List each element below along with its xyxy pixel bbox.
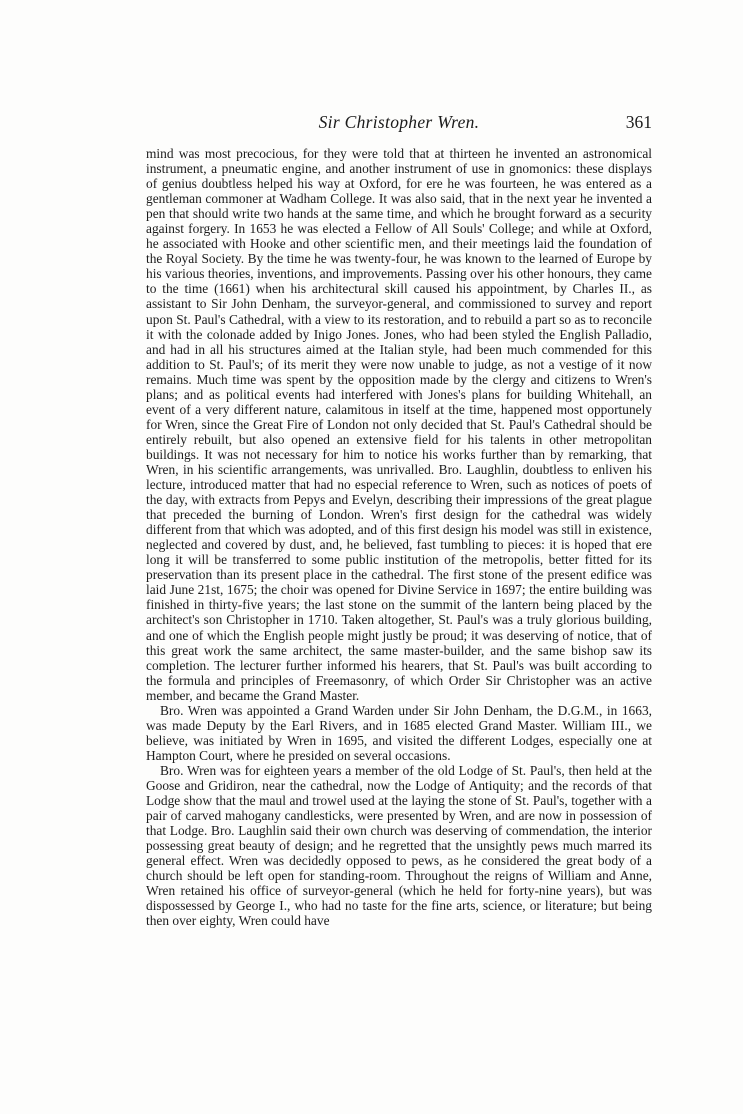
- paragraph-1: mind was most precocious, for they were told that at thirteen he invented an astronomical instrument, a pneumatic engine, and another instrument of use in gnomonics: these displays of genius doubtless helped his way at Oxford, for ere he was fourteen, he was entered as a gentleman commoner at Wadham College. It was also said, that in the next year he invented a pen that should write two hands at the same time, and which he brought forward as a security against forgery. In 1653 he was elected a Fellow of All Souls' College; and while at Oxford, he associated with Hooke and other scientific men, and their meetings laid the foundation of the Royal Society. By the time he was twenty-four, he was known to the learned of Europe by his various theories, inventions, and improvements. Passing over his other honours, they came to the time (1661) when his architectural skill caused his appointment, by Charles II., as assistant to Sir John Denham, the surveyor-general, and commissioned to survey and report upon St. Paul's Cathedral, with a view to its restoration, and to rebuild a part so as to reconcile it with the colonade added by Inigo Jones. Jones, who had been styled the English Palladio, and had in all his structures aimed at the Italian style, had been much commended for this addition to St. Paul's; of its merit they were now unable to judge, as not a vestige of it now remains. Much time was spent by the opposition made by the clergy and citizens to Wren's plans; and as political events had interfered with Jones's plans for building Whitehall, an event of a very different nature, calamitous in itself at the time, happened most opportunely for Wren, since the Great Fire of London not only decided that St. Paul's Cathedral should be entirely rebuilt, but also opened an extensive field for his talents in other metropolitan buildings. It was not necessary for him to notice his works further than by remarking, that Wren, in his scientific arrangements, was unrivalled. Bro. Laughlin, doubtless to enliven his lecture, introduced matter that had no especial reference to Wren, such as notices of poets of the day, with extracts from Pepys and Evelyn, describing their impressions of the great plague that preceded the burning of London. Wren's first design for the cathedral was widely different from that which was adopted, and of this first design his model was still in existence, neglected and covered by dust, and, he believed, fast tumbling to pieces: it is hoped that ere long it will be transferred to some public institution of the metropolis, better fitted for its preservation than its present place in the cathedral. The first stone of the present edifice was laid June 21st, 1675; the choir was opened for Divine Service in 1697; the entire building was finished in thirty-five years; the last stone on the summit of the lantern being placed by the architect's son Christopher in 1710. Taken altogether, St. Paul's was a truly glorious building, and one of which the English people might justly be proud; it was deserving of notice, that of this great work the same architect, the same master-builder, and the same bishop saw its completion. The lecturer further informed his hearers, that St. Paul's was built according to the formula and principles of Freemasonry, of which Order Sir Christopher was an active member, and became the Grand Master.: [146, 146, 652, 703]
- paragraph-3: Bro. Wren was for eighteen years a member of the old Lodge of St. Paul's, then held at the Goose and Gridiron, near the cathedral, now the Lodge of Antiquity; and the records of that Lodge show that the maul and trowel used at the laying the stone of St. Paul's, together with a pair of carved mahogany candlesticks, were presented by Wren, and are now in possession of that Lodge. Bro. Laughlin said their own church was deserving of commendation, the interior possessing great beauty of design; and he regretted that the unsightly pews much marred its general effect. Wren was decidedly opposed to pews, as he considered the great body of a church should be left open for standing-room. Throughout the reigns of William and Anne, Wren retained his office of surveyor-general (which he held for forty-nine years), but was dispossessed by George I., who had no taste for the fine arts, science, or literature; but being then over eighty, Wren could have: [146, 762, 652, 929]
- running-head: [146, 112, 652, 136]
- paragraph-2: Bro. Wren was appointed a Grand Warden under Sir John Denham, the D.G.M., in 1663, was made Deputy by the Earl Rivers, and in 1685 elected Grand Master. William III., we believe, was initiated by Wren in 1695, and visited the different Lodges, especially one at Hampton Court, where he presided on several occasions.: [146, 702, 652, 763]
- running-title: Sir Christopher Wren.: [318, 112, 480, 132]
- page-number: 361: [625, 112, 652, 132]
- body-text: [146, 146, 652, 928]
